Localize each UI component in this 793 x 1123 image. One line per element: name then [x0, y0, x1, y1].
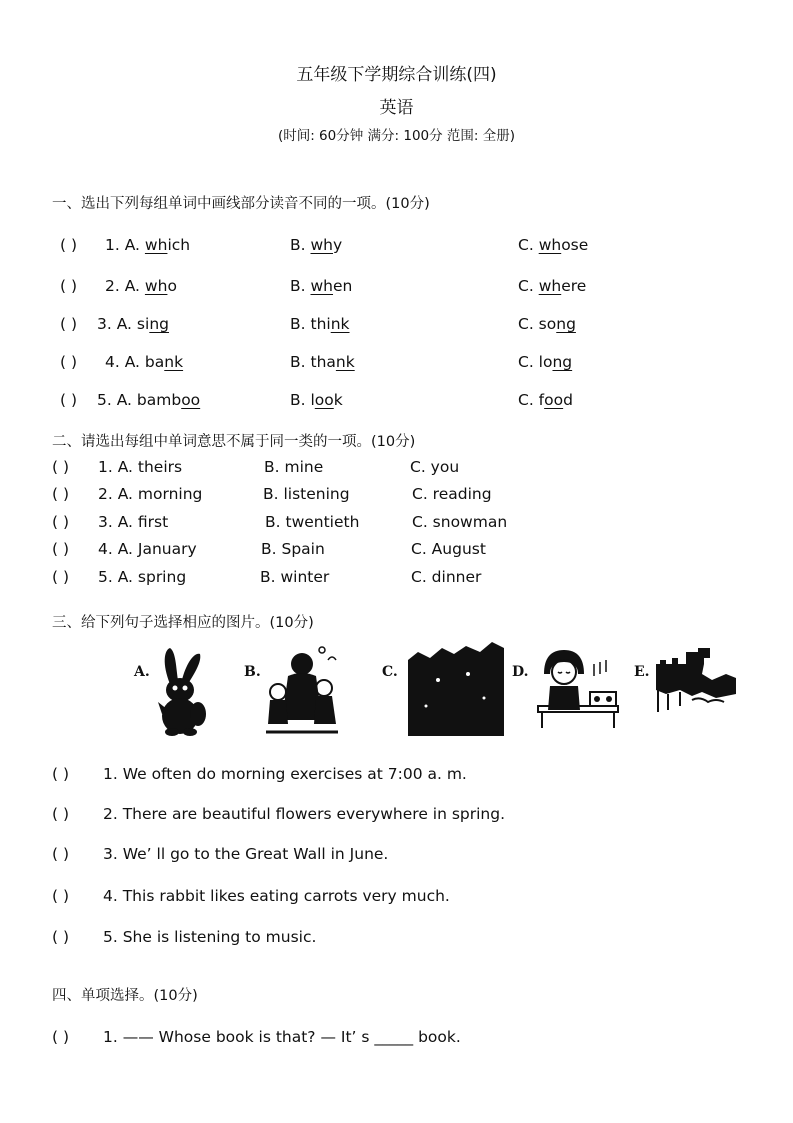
option-a: 1. A. theirs	[98, 458, 183, 476]
section2-heading: 二、请选出每组中单词意思不属于同一类的一项。(10分)	[52, 434, 416, 450]
section4-heading: 四、单项选择。(10分)	[52, 988, 198, 1004]
subject-label: 英语	[379, 98, 414, 118]
word-part: ere	[561, 277, 587, 295]
word-part: ich	[167, 236, 191, 254]
girl-music-picture	[534, 644, 632, 734]
answer-blank[interactable]: ( )	[52, 805, 70, 823]
question-number: 3. A.	[97, 315, 132, 333]
answer-blank[interactable]: ( )	[52, 1028, 70, 1046]
rabbit-picture	[152, 644, 212, 736]
option-b: B. mine	[264, 458, 324, 476]
word-part: C. lo	[518, 353, 553, 371]
sentence: 3. We’ ll go to the Great Wall in June.	[103, 845, 389, 863]
option-b	[290, 353, 355, 371]
underlined-part: nk	[164, 353, 184, 371]
word-part: C. so	[518, 315, 557, 333]
answer-blank[interactable]: ( )	[60, 277, 78, 295]
option-c	[518, 315, 576, 333]
underlined-part: wh	[310, 277, 334, 295]
option-a: 4. A. January	[98, 540, 197, 558]
underlined-part: oo	[181, 391, 201, 409]
answer-blank[interactable]: ( )	[52, 458, 70, 476]
question-number: 4. A.	[105, 353, 140, 371]
option-b: B. twentieth	[265, 513, 360, 531]
option-c: C. you	[410, 458, 460, 476]
option-b	[290, 236, 342, 254]
underlined-part: wh	[538, 236, 562, 254]
underlined-part: nk	[330, 315, 350, 333]
option-c	[518, 391, 573, 409]
answer-blank[interactable]: ( )	[60, 353, 78, 371]
picture-label-b: B.	[244, 664, 261, 680]
word-part: bamb	[136, 391, 182, 409]
option-b: B. listening	[263, 485, 350, 503]
word-part: ose	[561, 236, 589, 254]
landscape-picture	[408, 640, 504, 736]
word-part: B.	[290, 236, 311, 254]
answer-blank[interactable]: ( )	[60, 315, 78, 333]
exam-info: (时间: 60分钟 满分: 100分 范围: 全册)	[277, 128, 516, 144]
option-b	[290, 391, 343, 409]
word-part: en	[333, 277, 353, 295]
word-part: y	[333, 236, 343, 254]
section3-heading: 三、给下列句子选择相应的图片。(10分)	[52, 615, 314, 631]
picture-label-d: D.	[512, 664, 529, 680]
option-a	[105, 236, 190, 254]
underlined-part: wh	[310, 236, 334, 254]
word-part: si	[136, 315, 150, 333]
option-c: C. snowman	[412, 513, 508, 531]
answer-blank[interactable]: ( )	[52, 485, 70, 503]
underlined-part: ng	[149, 315, 169, 333]
underlined-part: ng	[552, 353, 573, 371]
underlined-part: wh	[144, 236, 168, 254]
option-c: C. August	[411, 540, 486, 558]
word-part: d	[563, 391, 573, 409]
option-a	[97, 315, 169, 333]
underlined-part: ng	[556, 315, 576, 333]
children-flowers-picture	[262, 640, 342, 738]
great-wall-picture	[652, 644, 736, 718]
answer-blank[interactable]: ( )	[52, 928, 70, 946]
option-a	[105, 353, 183, 371]
answer-blank[interactable]: ( )	[52, 845, 70, 863]
option-b: B. winter	[260, 568, 330, 586]
underlined-part: wh	[144, 277, 168, 295]
question-number: 2. A.	[105, 277, 140, 295]
word-part: o	[167, 277, 177, 295]
option-a: 2. A. morning	[98, 485, 203, 503]
answer-blank[interactable]: ( )	[52, 765, 70, 783]
underlined-part: nk	[335, 353, 355, 371]
option-c: C. dinner	[411, 568, 482, 586]
word-part: C. f	[518, 391, 545, 409]
picture-label-c: C.	[382, 664, 398, 680]
word-part: ba	[144, 353, 165, 371]
sentence: 5. She is listening to music.	[103, 928, 317, 946]
option-a: 5. A. spring	[98, 568, 187, 586]
question-number: 1. A.	[105, 236, 140, 254]
underlined-part: oo	[314, 391, 334, 409]
option-a: 3. A. first	[98, 513, 169, 531]
word-part: B. thi	[290, 315, 331, 333]
word-part: B. tha	[290, 353, 336, 371]
answer-blank[interactable]: ( )	[60, 236, 78, 254]
word-part: k	[333, 391, 343, 409]
option-b: B. Spain	[261, 540, 325, 558]
sentence: 1. —— Whose book is that? — It’ s _____ book.	[103, 1028, 461, 1046]
page-title: 五年级下学期综合训练(四)	[296, 65, 497, 85]
answer-blank[interactable]: ( )	[52, 887, 70, 905]
option-c	[518, 277, 586, 295]
section1-heading: 一、选出下列每组单词中画线部分读音不同的一项。(10分)	[52, 196, 430, 212]
underlined-part: oo	[544, 391, 564, 409]
option-b	[290, 315, 350, 333]
word-part: B.	[290, 277, 311, 295]
option-b	[290, 277, 352, 295]
option-c: C. reading	[412, 485, 492, 503]
sentence: 2. There are beautiful flowers everywhere in spring.	[103, 805, 506, 823]
underlined-part: wh	[538, 277, 562, 295]
answer-blank[interactable]: ( )	[52, 540, 70, 558]
word-part: B. l	[290, 391, 315, 409]
option-c	[518, 236, 588, 254]
word-part: C.	[518, 236, 539, 254]
sentence: 1. We often do morning exercises at 7:00 a. m.	[103, 765, 467, 783]
option-a	[105, 277, 177, 295]
sentence: 4. This rabbit likes eating carrots very much.	[103, 887, 450, 905]
option-a	[97, 391, 200, 409]
answer-blank[interactable]: ( )	[52, 568, 70, 586]
word-part: C.	[518, 277, 539, 295]
answer-blank[interactable]: ( )	[60, 391, 78, 409]
option-c	[518, 353, 572, 371]
answer-blank[interactable]: ( )	[52, 513, 70, 531]
question-number: 5. A.	[97, 391, 132, 409]
picture-strip	[130, 640, 740, 740]
picture-label-a: A.	[134, 664, 150, 680]
picture-label-e: E.	[634, 664, 650, 680]
